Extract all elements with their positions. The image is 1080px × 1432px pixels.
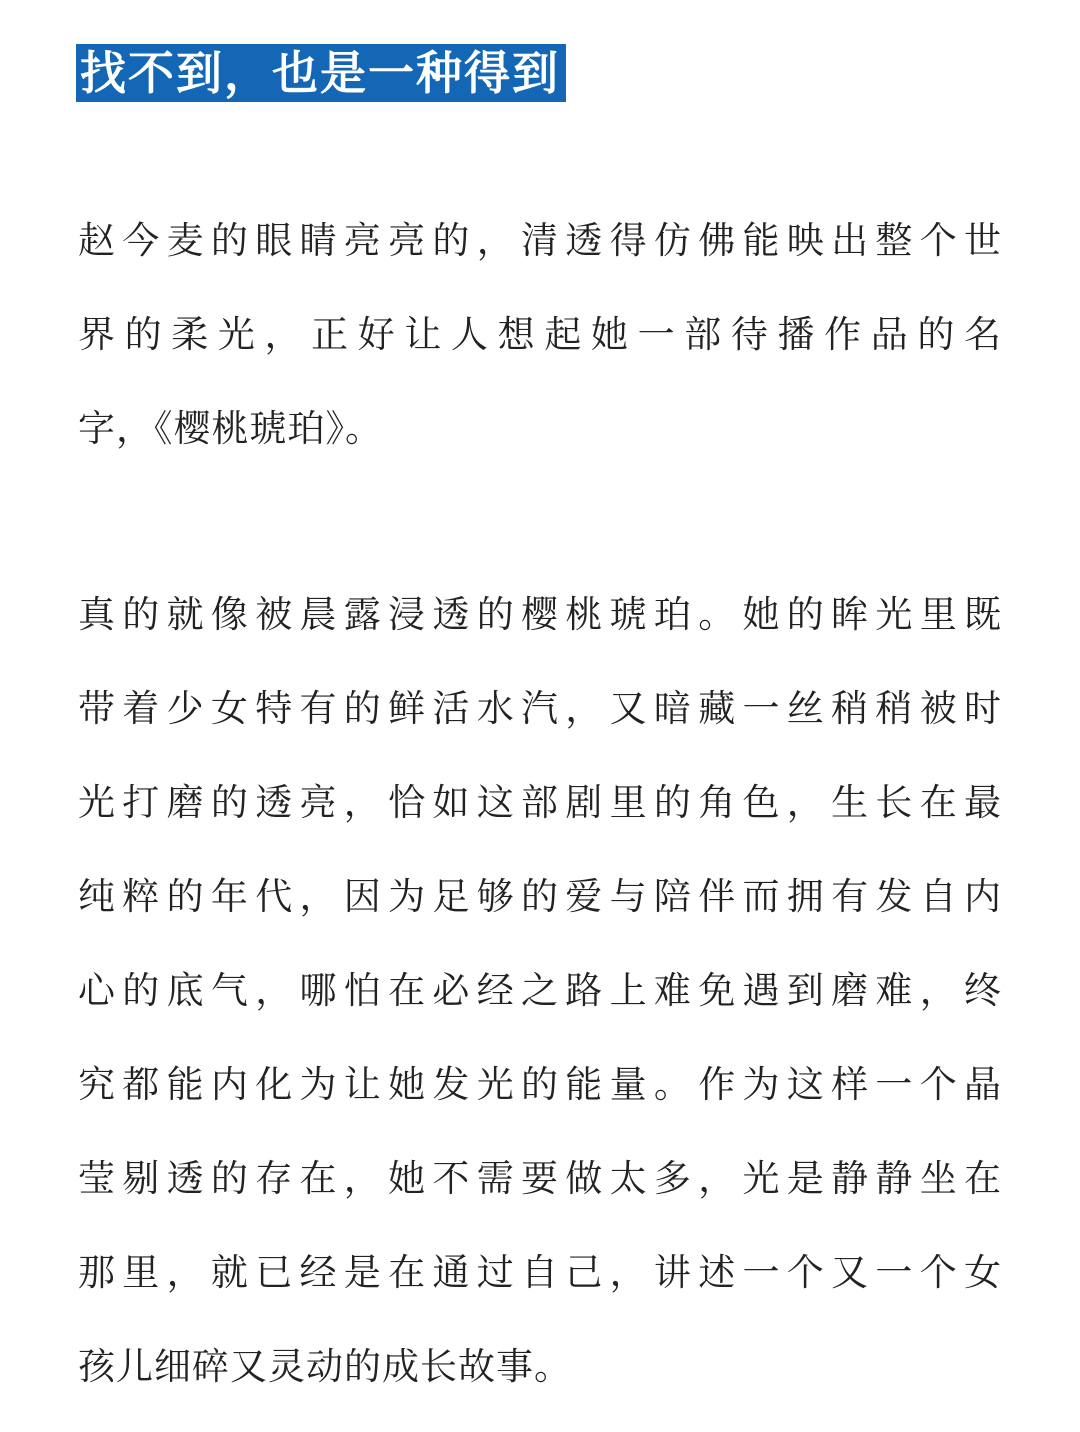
text-line: 光打磨的透亮，恰如这部剧里的角色，生长在最	[78, 781, 1002, 824]
text-line: 带着少女特有的鲜活水汽，又暗藏一丝稍稍被时	[78, 687, 1002, 730]
text-line: 那里，就已经是在通过自己，讲述一个又一个女	[78, 1251, 1002, 1294]
paragraph-1	[78, 194, 1002, 476]
text-line: 究都能内化为让她发光的能量。作为这样一个晶	[78, 1063, 1002, 1106]
article-heading: 找不到，也是一种得到	[76, 44, 566, 102]
text-line: 赵今麦的眼睛亮亮的，清透得仿佛能映出整个世	[78, 219, 1002, 262]
text-line: 莹剔透的存在，她不需要做太多，光是静静坐在	[78, 1157, 1002, 1200]
text-line: 真的就像被晨露浸透的樱桃琥珀。她的眸光里既	[78, 593, 1002, 636]
text-line: 心的底气，哪怕在必经之路上难免遇到磨难，终	[78, 969, 1002, 1012]
text-line: 孩儿细碎又灵动的成长故事。	[78, 1345, 572, 1388]
text-line: 界的柔光，正好让人想起她一部待播作品的名	[78, 313, 1002, 356]
text-line: 纯粹的年代，因为足够的爱与陪伴而拥有发自内	[78, 875, 1002, 918]
text-line: 字，《樱桃琥珀》。	[78, 407, 383, 450]
paragraph-2	[78, 568, 1002, 1414]
